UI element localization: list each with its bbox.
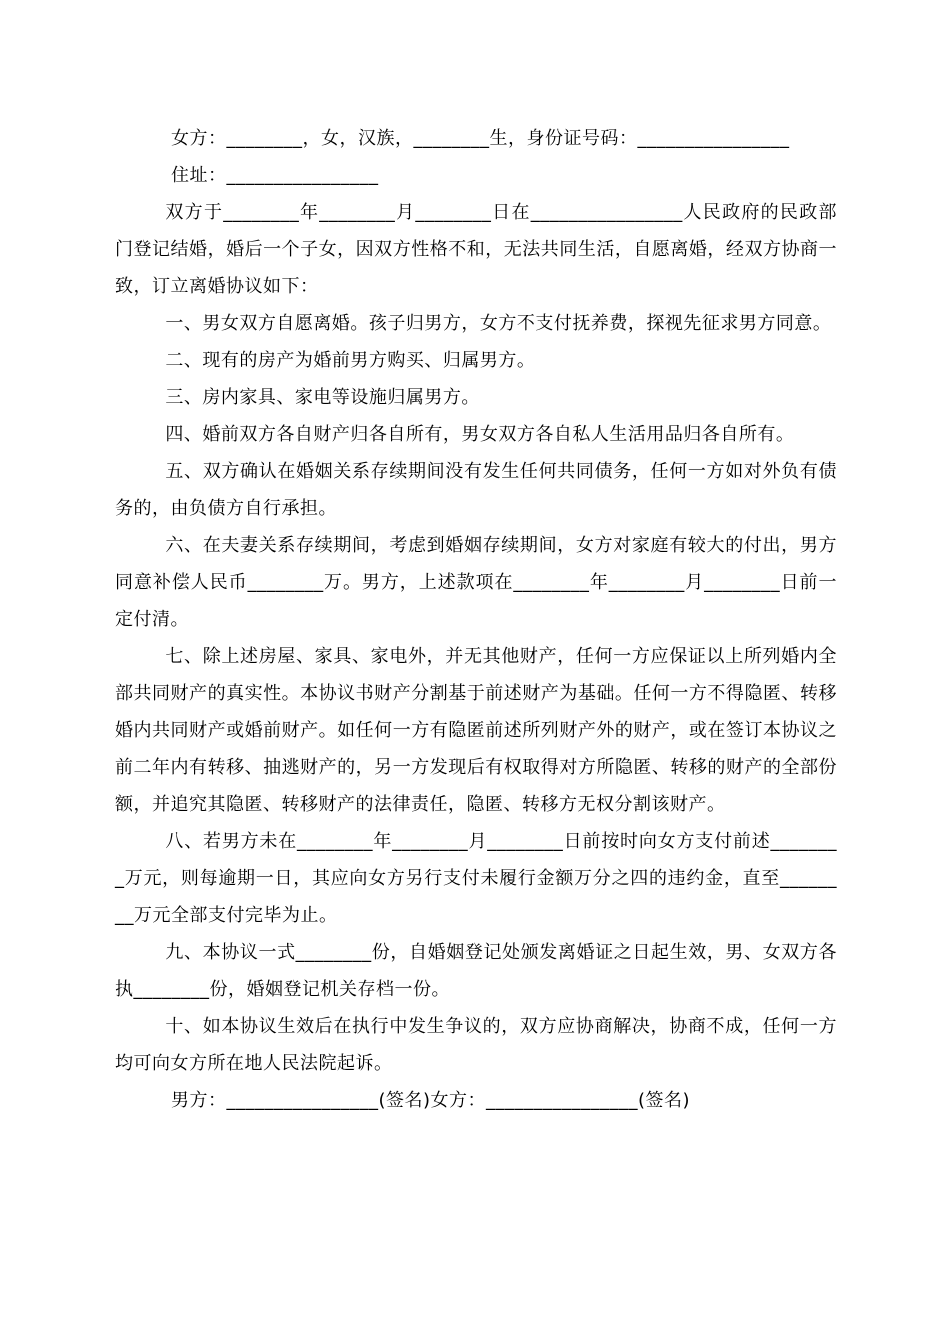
- agreement-body: [115, 120, 837, 1119]
- signature-line: 男方：________________(签名)女方：________________(签名): [115, 1090, 691, 1111]
- clause-9: 九、本协议一式________份，自婚姻登记处颁发离婚证之日起生效，男、女双方各执________份，婚姻登记机关存档一份。: [115, 942, 837, 1000]
- clause-10: 十、如本协议生效后在执行中发生争议的，双方应协商解决，协商不成，任何一方均可向女方所在地人民法院起诉。: [115, 1016, 837, 1074]
- clause-4: 四、婚前双方各自财产归各自所有，男女双方各自私人生活用品归各自所有。: [165, 424, 795, 445]
- address-line: 住址：________________: [115, 165, 379, 186]
- clause-2: 二、现有的房产为婚前男方购买、归属男方。: [165, 350, 536, 371]
- clause-1: 一、男女双方自愿离婚。孩子归男方，女方不支付抚养费，探视先征求男方同意。: [165, 313, 832, 334]
- clause-6: 六、在夫妻关系存续期间，考虑到婚姻存续期间，女方对家庭有较大的付出，男方同意补偿人民币________万。男方，上述款项在________年________月________日前一定付清。: [115, 535, 837, 630]
- clause-3: 三、房内家具、家电等设施归属男方。: [165, 387, 480, 408]
- intro-paragraph: 双方于________年________月________日在________________人民政府的民政部门登记结婚，婚后一个子女，因双方性格不和，无法共同生活，自愿离婚，经双方协商一致，订立离婚协议如下：: [115, 202, 837, 297]
- wife-info-line: 女方：________，女，汉族，________生，身份证号码：________________: [115, 128, 790, 149]
- clause-7: 七、除上述房屋、家具、家电外，并无其他财产，任何一方应保证以上所列婚内全部共同财产的真实性。本协议书财产分割基于前述财产为基础。任何一方不得隐匿、转移婚内共同财产或婚前财产。如任何一方有隐匿前述所列财产外的财产，或在签订本协议之前二年内有转移、抽逃财产的，另一方发现后有权取得对方所隐匿、转移的财产的全部份额，并追究其隐匿、转移财产的法律责任，隐匿、转移方无权分割该财产。: [115, 646, 837, 815]
- clause-8: 八、若男方未在________年________月________日前按时向女方支付前述________万元，则每逾期一日，其应向女方另行支付未履行金额万分之四的违约金，直至________万元全部支付完毕为止。: [115, 831, 837, 926]
- clause-5: 五、双方确认在婚姻关系存续期间没有发生任何共同债务，任何一方如对外负有债务的，由负债方自行承担。: [115, 461, 837, 519]
